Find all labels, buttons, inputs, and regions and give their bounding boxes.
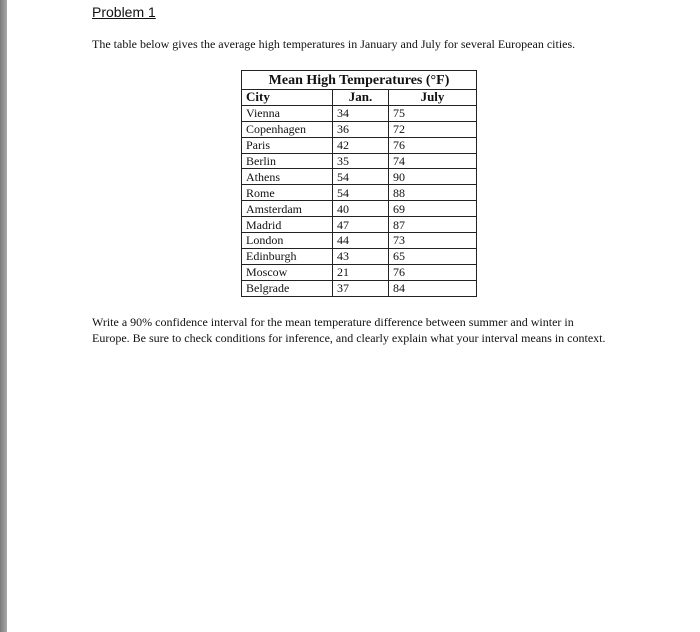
cell-july: 75 <box>389 105 477 121</box>
cell-july: 84 <box>389 280 477 296</box>
cell-jan: 40 <box>333 201 389 217</box>
cell-jan: 44 <box>333 233 389 249</box>
cell-jan: 35 <box>333 153 389 169</box>
table-row <box>242 185 477 201</box>
cell-city: London <box>242 233 333 249</box>
cell-jan: 54 <box>333 185 389 201</box>
temperature-table-container <box>241 70 477 297</box>
table-row <box>242 121 477 137</box>
cell-city: Madrid <box>242 217 333 233</box>
cell-jan: 42 <box>333 137 389 153</box>
cell-july: 69 <box>389 201 477 217</box>
table-row <box>242 233 477 249</box>
table-row <box>242 217 477 233</box>
cell-city: Paris <box>242 137 333 153</box>
table-row <box>242 201 477 217</box>
table-row <box>242 280 477 296</box>
table-row <box>242 105 477 121</box>
table-row <box>242 169 477 185</box>
header-july: July <box>389 90 477 106</box>
cell-july: 90 <box>389 169 477 185</box>
question-text: Write a 90% confidence interval for the mean temperature difference between summer and winter in Europe. Be sure to check conditions for inference, and clearly explain what your interval means in context. <box>92 315 606 345</box>
table-row <box>242 248 477 264</box>
cell-city: Moscow <box>242 264 333 280</box>
cell-jan: 21 <box>333 264 389 280</box>
cell-july: 87 <box>389 217 477 233</box>
problem-heading: Problem 1 <box>92 4 156 20</box>
cell-jan: 47 <box>333 217 389 233</box>
cell-jan: 34 <box>333 105 389 121</box>
table-row <box>242 264 477 280</box>
cell-july: 76 <box>389 137 477 153</box>
cell-city: Amsterdam <box>242 201 333 217</box>
cell-city: Copenhagen <box>242 121 333 137</box>
cell-city: Belgrade <box>242 280 333 296</box>
cell-jan: 43 <box>333 248 389 264</box>
table-header-row <box>242 90 477 106</box>
table-row <box>242 153 477 169</box>
table-row <box>242 137 477 153</box>
cell-jan: 37 <box>333 280 389 296</box>
cell-july: 72 <box>389 121 477 137</box>
cell-july: 65 <box>389 248 477 264</box>
cell-city: Berlin <box>242 153 333 169</box>
cell-city: Edinburgh <box>242 248 333 264</box>
cell-jan: 36 <box>333 121 389 137</box>
cell-july: 73 <box>389 233 477 249</box>
cell-jan: 54 <box>333 169 389 185</box>
cell-july: 76 <box>389 264 477 280</box>
cell-july: 74 <box>389 153 477 169</box>
cell-july: 88 <box>389 185 477 201</box>
cell-city: Rome <box>242 185 333 201</box>
header-jan: Jan. <box>333 90 389 106</box>
intro-text: The table below gives the average high temperatures in January and July for several European cities. <box>92 37 576 51</box>
cell-city: Athens <box>242 169 333 185</box>
table-caption: Mean High Temperatures (°F) <box>241 70 477 89</box>
cell-city: Vienna <box>242 105 333 121</box>
temperature-table <box>241 70 477 297</box>
header-city: City <box>242 90 333 106</box>
